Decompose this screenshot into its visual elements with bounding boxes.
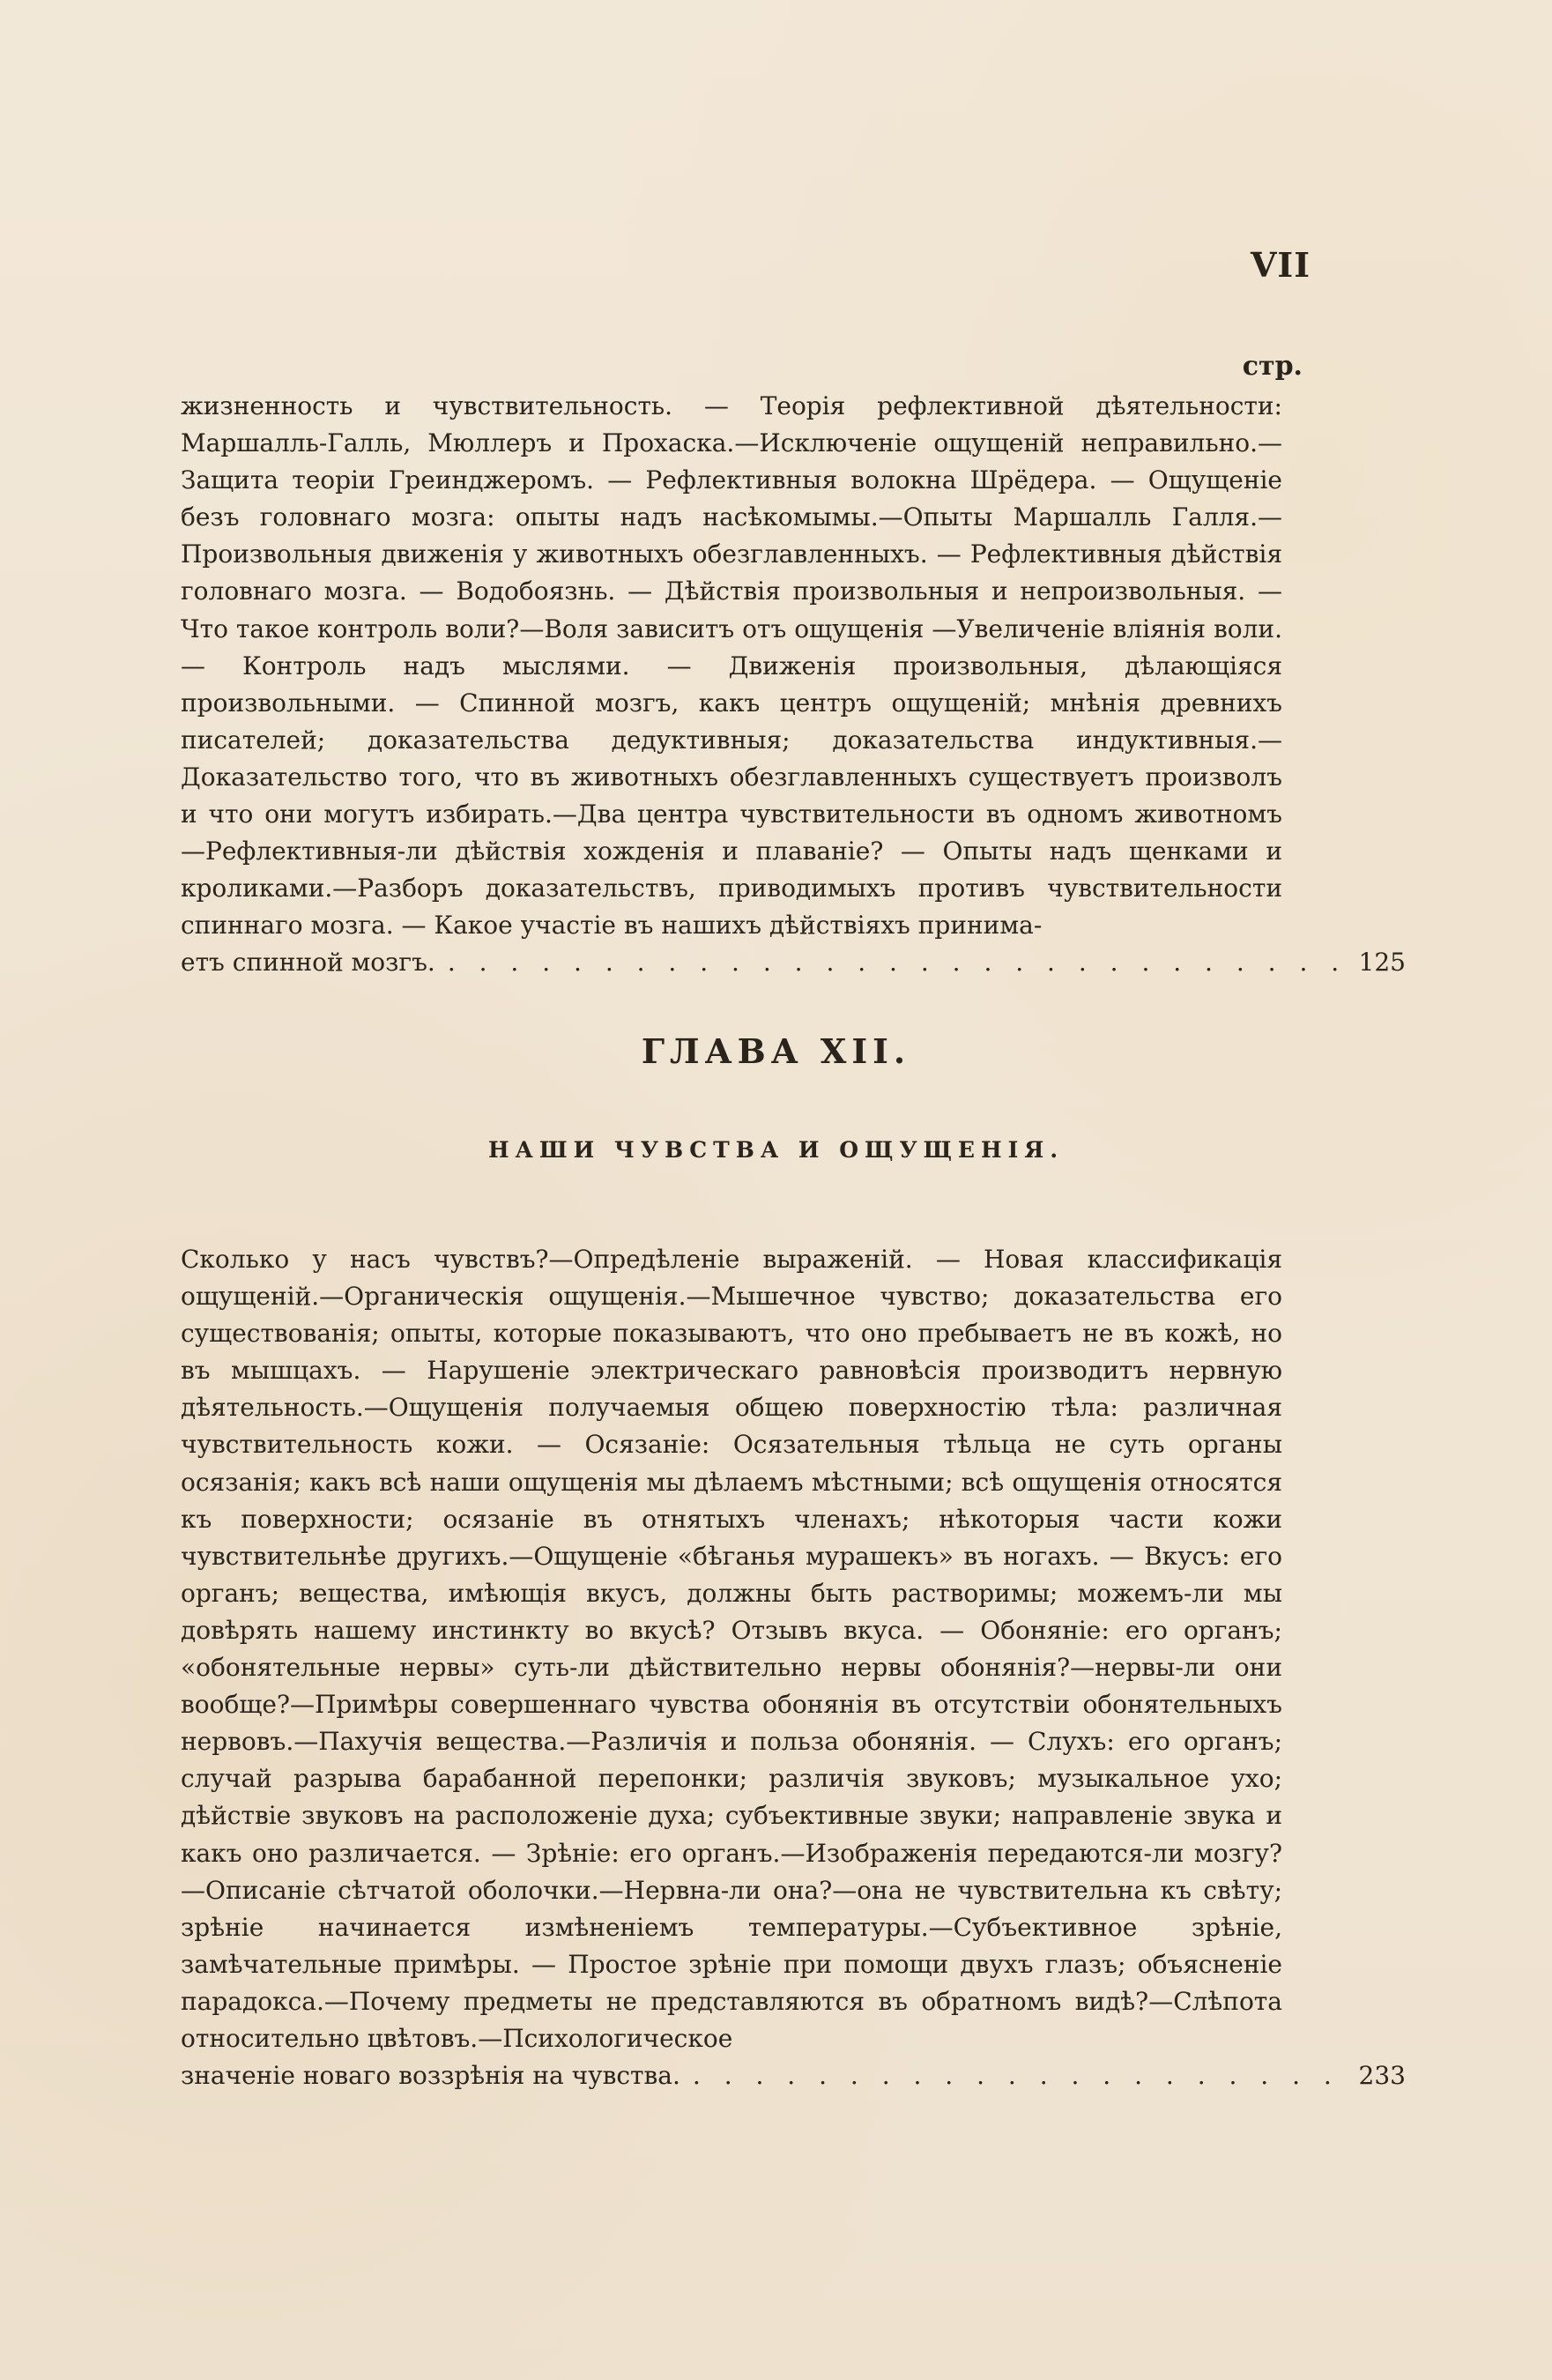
roman-page-number: VII xyxy=(1250,245,1311,285)
page-column-label: стр. xyxy=(1242,351,1303,382)
dot-leader xyxy=(693,2057,1347,2094)
toc-page-number: 125 xyxy=(1358,948,1406,978)
toc-entry-chapter-xii xyxy=(181,1241,1406,2094)
chapter-summary-paragraph: Сколько у насъ чувствъ?—Опредѣленіе выраженій. — Новая классификація ощущеній.—Органическія ощущенія.—Мышечное чувство; доказательства его существованія; опыты, которые показываютъ, что оно пребываетъ не въ кожѣ, но въ мышцахъ. — Нарушеніе электрическаго равновѣсія производитъ нервную дѣятельность.—Ощущенія получаемыя общею поверхностію тѣла: различная чувствительность кожи. — Осязаніе: Осязательныя тѣльца не суть органы осязанія; какъ всѣ наши ощущенія мы дѣлаемъ мѣстными; всѣ ощущенія относятся къ поверхности; осязаніе въ отнятыхъ членахъ; нѣкоторыя части кожи чувствительнѣе другихъ.—Ощущеніе «бѣганья мурашекъ» въ ногахъ. — Вкусъ: его органъ; вещества, имѣющія вкусъ, должны быть растворимы; можемъ-ли мы довѣрять нашему инстинкту во вкусѣ? Отзывъ вкуса. — Обоняніе: его органъ; «обонятельные нервы» суть-ли дѣйствительно нервы обонянія?—нервы-ли они вообще?—Примѣры совершеннаго чувства обонянія въ отсутствіи обонятельныхъ нервовъ.—Пахучія вещества.—Различія и польза обонянія. — Слухъ: его органъ; случай разрыва барабанной перепонки; различія звуковъ; музыкальное ухо; дѣйствіе звуковъ на расположеніе духа; субъективные звуки; направленіе звука и какъ оно различается. — Зрѣніе: его органъ.—Изображенія передаются-ли мозгу?—Описаніе сѣтчатой оболочки.—Нервна-ли она?—она не чувствительна къ свѣту; зрѣніе начинается измѣненіемъ температуры.—Субъективное зрѣніе, замѣчательные примѣры. — Простое зрѣніе при помощи двухъ глазъ; объясненіе парадокса.—Почему предметы не представляются въ обратномъ видѣ?—Слѣпота относительно цвѣтовъ.—Психологическое xyxy=(181,1245,1282,2053)
toc-final-text: значеніе новаго воззрѣнія на чувства. xyxy=(181,2061,680,2091)
toc-paragraph: жизненность и чувствительность. — Теорія рефлективной дѣятельности: Маршалль-Галль, Мюллеръ и Прохаска.—Исключеніе ощущеній неправильно.—Защита теоріи Греинджеромъ. — Рефлективныя волокна Шрёдера. — Ощущеніе безъ головнаго мозга: опыты надъ насѣкомымы.—Опыты Маршалль Галля.—Произвольныя движенія у животныхъ обезглавленныхъ. — Рефлективныя дѣйствія головнаго мозга. — Водобоязнь. — Дѣйствія произвольныя и непроизвольныя. — Что такое контроль воли?—Воля зависитъ отъ ощущенія —Увеличеніе вліянія воли. — Контроль надъ мыслями. — Движенія произвольныя, дѣлающіяся произвольными. — Спинной мозгъ, какъ центръ ощущеній; мнѣнія древнихъ писателей; доказательства дедуктивныя; доказательства индуктивныя.—Доказательство того, что въ животныхъ обезглавленныхъ существуетъ произволъ и что они могутъ избирать.—Два центра чувствительности въ одномъ животномъ —Рефлективныя-ли дѣйствія хожденія и плаваніе? — Опыты надъ щенками и кроликами.—Разборъ доказательствъ, приводимыхъ противъ чувствительности спиннаго мозга. — Какое участіе въ нашихъ дѣйствіяхъ принима- xyxy=(181,391,1282,941)
toc-final-text: етъ спинной мозгъ. xyxy=(181,948,435,978)
toc-final-line xyxy=(181,2057,1406,2094)
dot-leader xyxy=(448,944,1347,981)
chapter-subtitle: НАШИ ЧУВСТВА И ОЩУЩЕНІЯ. xyxy=(487,1137,1065,1163)
chapter-title: ГЛАВА XII. xyxy=(641,1031,911,1071)
toc-entry-previous-chapter xyxy=(181,388,1406,982)
toc-page-number: 233 xyxy=(1358,2061,1406,2091)
toc-final-line xyxy=(181,944,1406,981)
